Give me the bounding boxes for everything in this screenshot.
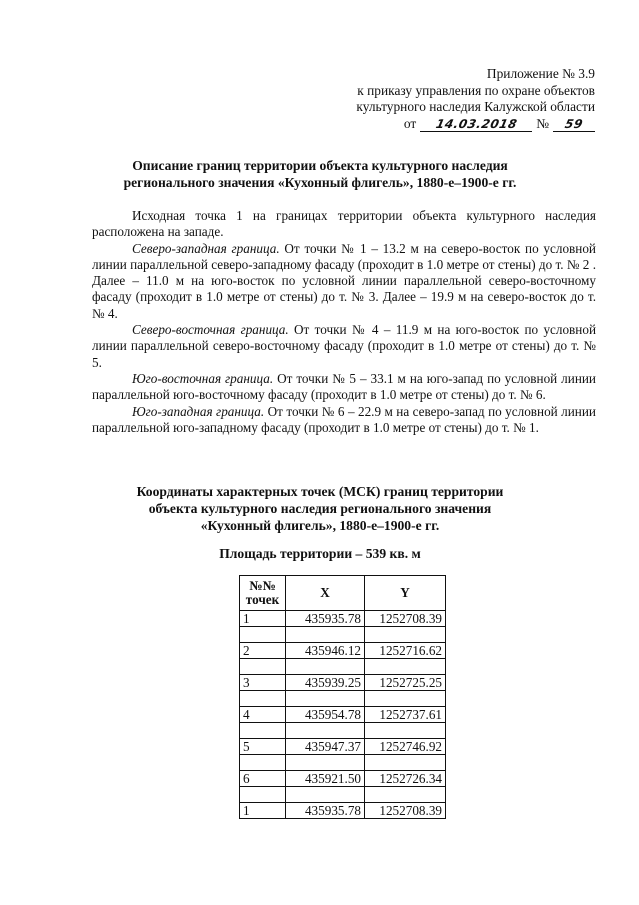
southeast-paragraph bbox=[92, 371, 596, 404]
table-row bbox=[240, 739, 446, 755]
header-y: Y bbox=[365, 576, 446, 611]
point-y: 1252746.92 bbox=[365, 739, 446, 755]
table-row bbox=[240, 707, 446, 723]
intro-paragraph: Исходная точка 1 на границах территории объекта культурного наследия расположена на западе. bbox=[92, 208, 596, 240]
table-row bbox=[240, 803, 446, 819]
point-number: 6 bbox=[240, 771, 286, 787]
description-title-line-1: Описание границ территории объекта культурного наследия bbox=[132, 158, 508, 173]
point-x: 435947.37 bbox=[286, 739, 365, 755]
point-y: 1252708.39 bbox=[365, 803, 446, 819]
point-x: 435935.78 bbox=[286, 803, 365, 819]
handwritten-date: 14.03.2018 bbox=[434, 117, 519, 131]
point-x: 435935.78 bbox=[286, 611, 365, 627]
description-title-line-2: регионального значения «Кухонный флигель», 1880-е–1900-е гг. bbox=[123, 175, 517, 190]
table-header-row bbox=[240, 576, 446, 611]
table-row bbox=[240, 771, 446, 787]
northwest-text: От точки № 1 – 13.2 м на северо-восток по условной линии параллельной северо-западному фасаду (проходит в 1.0 метре от стены) до т. № 2 . Далее – 11.0 м на юго-восток по условной линии параллельной северо-восточному фасаду (проходит в 1.0 метре от стены) до т. № 3. Далее – 19.9 м на северо-восток до т. № 4. bbox=[92, 240, 596, 321]
point-y: 1252726.34 bbox=[365, 771, 446, 787]
northwest-label: Северо-западная граница. bbox=[132, 240, 280, 256]
annex-title: Приложение № 3.9 bbox=[486, 66, 595, 81]
coordinates-title-line-3: «Кухонный флигель», 1880-е–1900-е гг. bbox=[200, 518, 440, 533]
coordinates-title-line-2: объекта культурного наследия регионального значения bbox=[148, 501, 492, 516]
boundary-description bbox=[92, 208, 596, 436]
coordinates-table bbox=[239, 575, 446, 819]
table-row bbox=[240, 611, 446, 627]
point-number: 3 bbox=[240, 675, 286, 691]
southeast-label: Юго-восточная граница. bbox=[132, 370, 274, 386]
point-x: 435946.12 bbox=[286, 643, 365, 659]
header-x: X bbox=[286, 576, 365, 611]
point-y: 1252737.61 bbox=[365, 707, 446, 723]
handwritten-number: 59 bbox=[563, 117, 585, 131]
table-spacer-row bbox=[240, 627, 446, 643]
point-x: 435939.25 bbox=[286, 675, 365, 691]
annex-line-order: к приказу управления по охране объектов bbox=[357, 82, 595, 98]
southwest-text: От точки № 6 – 22.9 м на северо-запад по условной линии параллельной юго-западному фасаду (проходит в 1.0 метре от стены) до т. № 1. bbox=[92, 403, 596, 435]
southeast-text: От точки № 5 – 33.1 м на юго-запад по условной линии параллельной юго-восточному фасаду (проходит в 1.0 метре от стены) до т. № 6. bbox=[92, 370, 596, 403]
table-spacer-row bbox=[240, 787, 446, 803]
number-prefix: № bbox=[536, 115, 549, 131]
northwest-paragraph bbox=[92, 241, 596, 322]
table-spacer-row bbox=[240, 723, 446, 739]
table-row bbox=[240, 643, 446, 659]
number-field bbox=[553, 117, 595, 132]
table-row bbox=[240, 675, 446, 691]
point-x: 435954.78 bbox=[286, 707, 365, 723]
point-y: 1252725.25 bbox=[365, 675, 446, 691]
point-y: 1252716.62 bbox=[365, 643, 446, 659]
point-number: 1 bbox=[240, 611, 286, 627]
southwest-label: Юго-западная граница. bbox=[132, 403, 265, 419]
area-statement: Площадь территории – 539 кв. м bbox=[219, 546, 421, 561]
description-title bbox=[60, 157, 580, 191]
coordinates-title-line-1: Координаты характерных точек (МСК) границ территории bbox=[136, 484, 504, 499]
northeast-label: Северо-восточная граница. bbox=[132, 322, 289, 338]
table-spacer-row bbox=[240, 755, 446, 771]
date-prefix: от bbox=[403, 115, 417, 131]
date-field bbox=[420, 117, 532, 132]
point-x: 435921.50 bbox=[286, 771, 365, 787]
point-number: 4 bbox=[240, 707, 286, 723]
point-y: 1252708.39 bbox=[365, 611, 446, 627]
table-spacer-row bbox=[240, 691, 446, 707]
northeast-paragraph bbox=[92, 322, 596, 371]
header-point-number: №№ точек bbox=[240, 576, 286, 611]
annex-header bbox=[356, 66, 595, 132]
annex-date-number-row bbox=[356, 116, 595, 133]
annex-line-authority: культурного наследия Калужской области bbox=[356, 99, 595, 114]
point-number: 2 bbox=[240, 643, 286, 659]
coordinates-title bbox=[60, 483, 580, 534]
table-spacer-row bbox=[240, 659, 446, 675]
point-number: 1 bbox=[240, 803, 286, 819]
northeast-text: От точки № 4 – 11.9 м на юго-восток по условной линии параллельной северо-восточному фасаду (проходит в 1.0 метре от стены) до т. № 5. bbox=[92, 322, 596, 370]
point-number: 5 bbox=[240, 739, 286, 755]
southwest-paragraph bbox=[92, 404, 596, 437]
